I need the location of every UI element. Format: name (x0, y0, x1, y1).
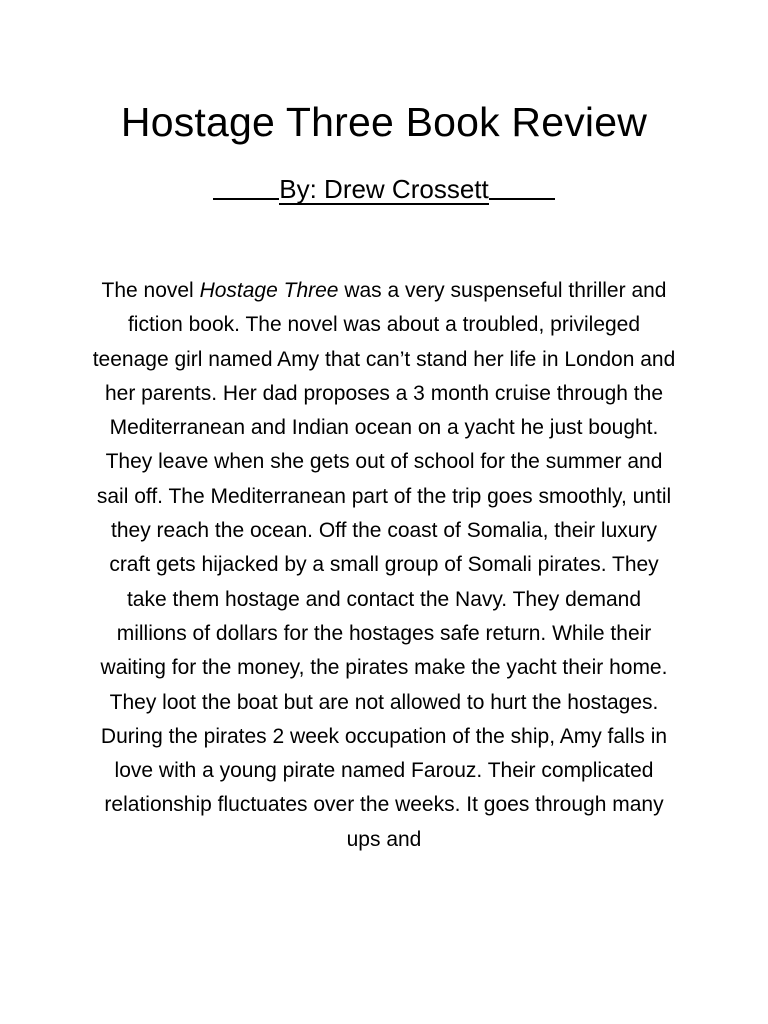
paragraph-intro: The novel (101, 279, 200, 302)
byline (0, 170, 768, 206)
review-paragraph (90, 274, 678, 857)
document-title: Hostage Three Book Review (120, 99, 648, 145)
byline-rule-right (489, 172, 555, 200)
byline-text: By: Drew Crossett (279, 174, 489, 204)
paragraph-body: was a very suspenseful thriller and fiction book. The novel was about a troubled, privileged teenage girl named Amy that can’t stand her life in London and her parents. Her dad proposes a 3 month cruise through the Mediterranean and Indian ocean on a yacht he just bought. They leave when she gets out of school for the summer and sail off. The Mediterranean part of the trip goes smoothly, until they reach the ocean. Off the coast of Somalia, their luxury craft gets hijacked by a small group of Somali pirates. They take them hostage and contact the Navy. They demand millions of dollars for the hostages safe return. While their waiting for the money, the pirates make the yacht their home. They loot the boat but are not allowed to hurt the hostages. During the pirates 2 week occupation of the ship, Amy falls in love with a young pirate named Farouz. Their complicated relationship fluctuates over the weeks. It goes through many ups and (92, 279, 676, 851)
byline-rule-left (213, 172, 279, 200)
book-title: Hostage Three (199, 279, 339, 302)
